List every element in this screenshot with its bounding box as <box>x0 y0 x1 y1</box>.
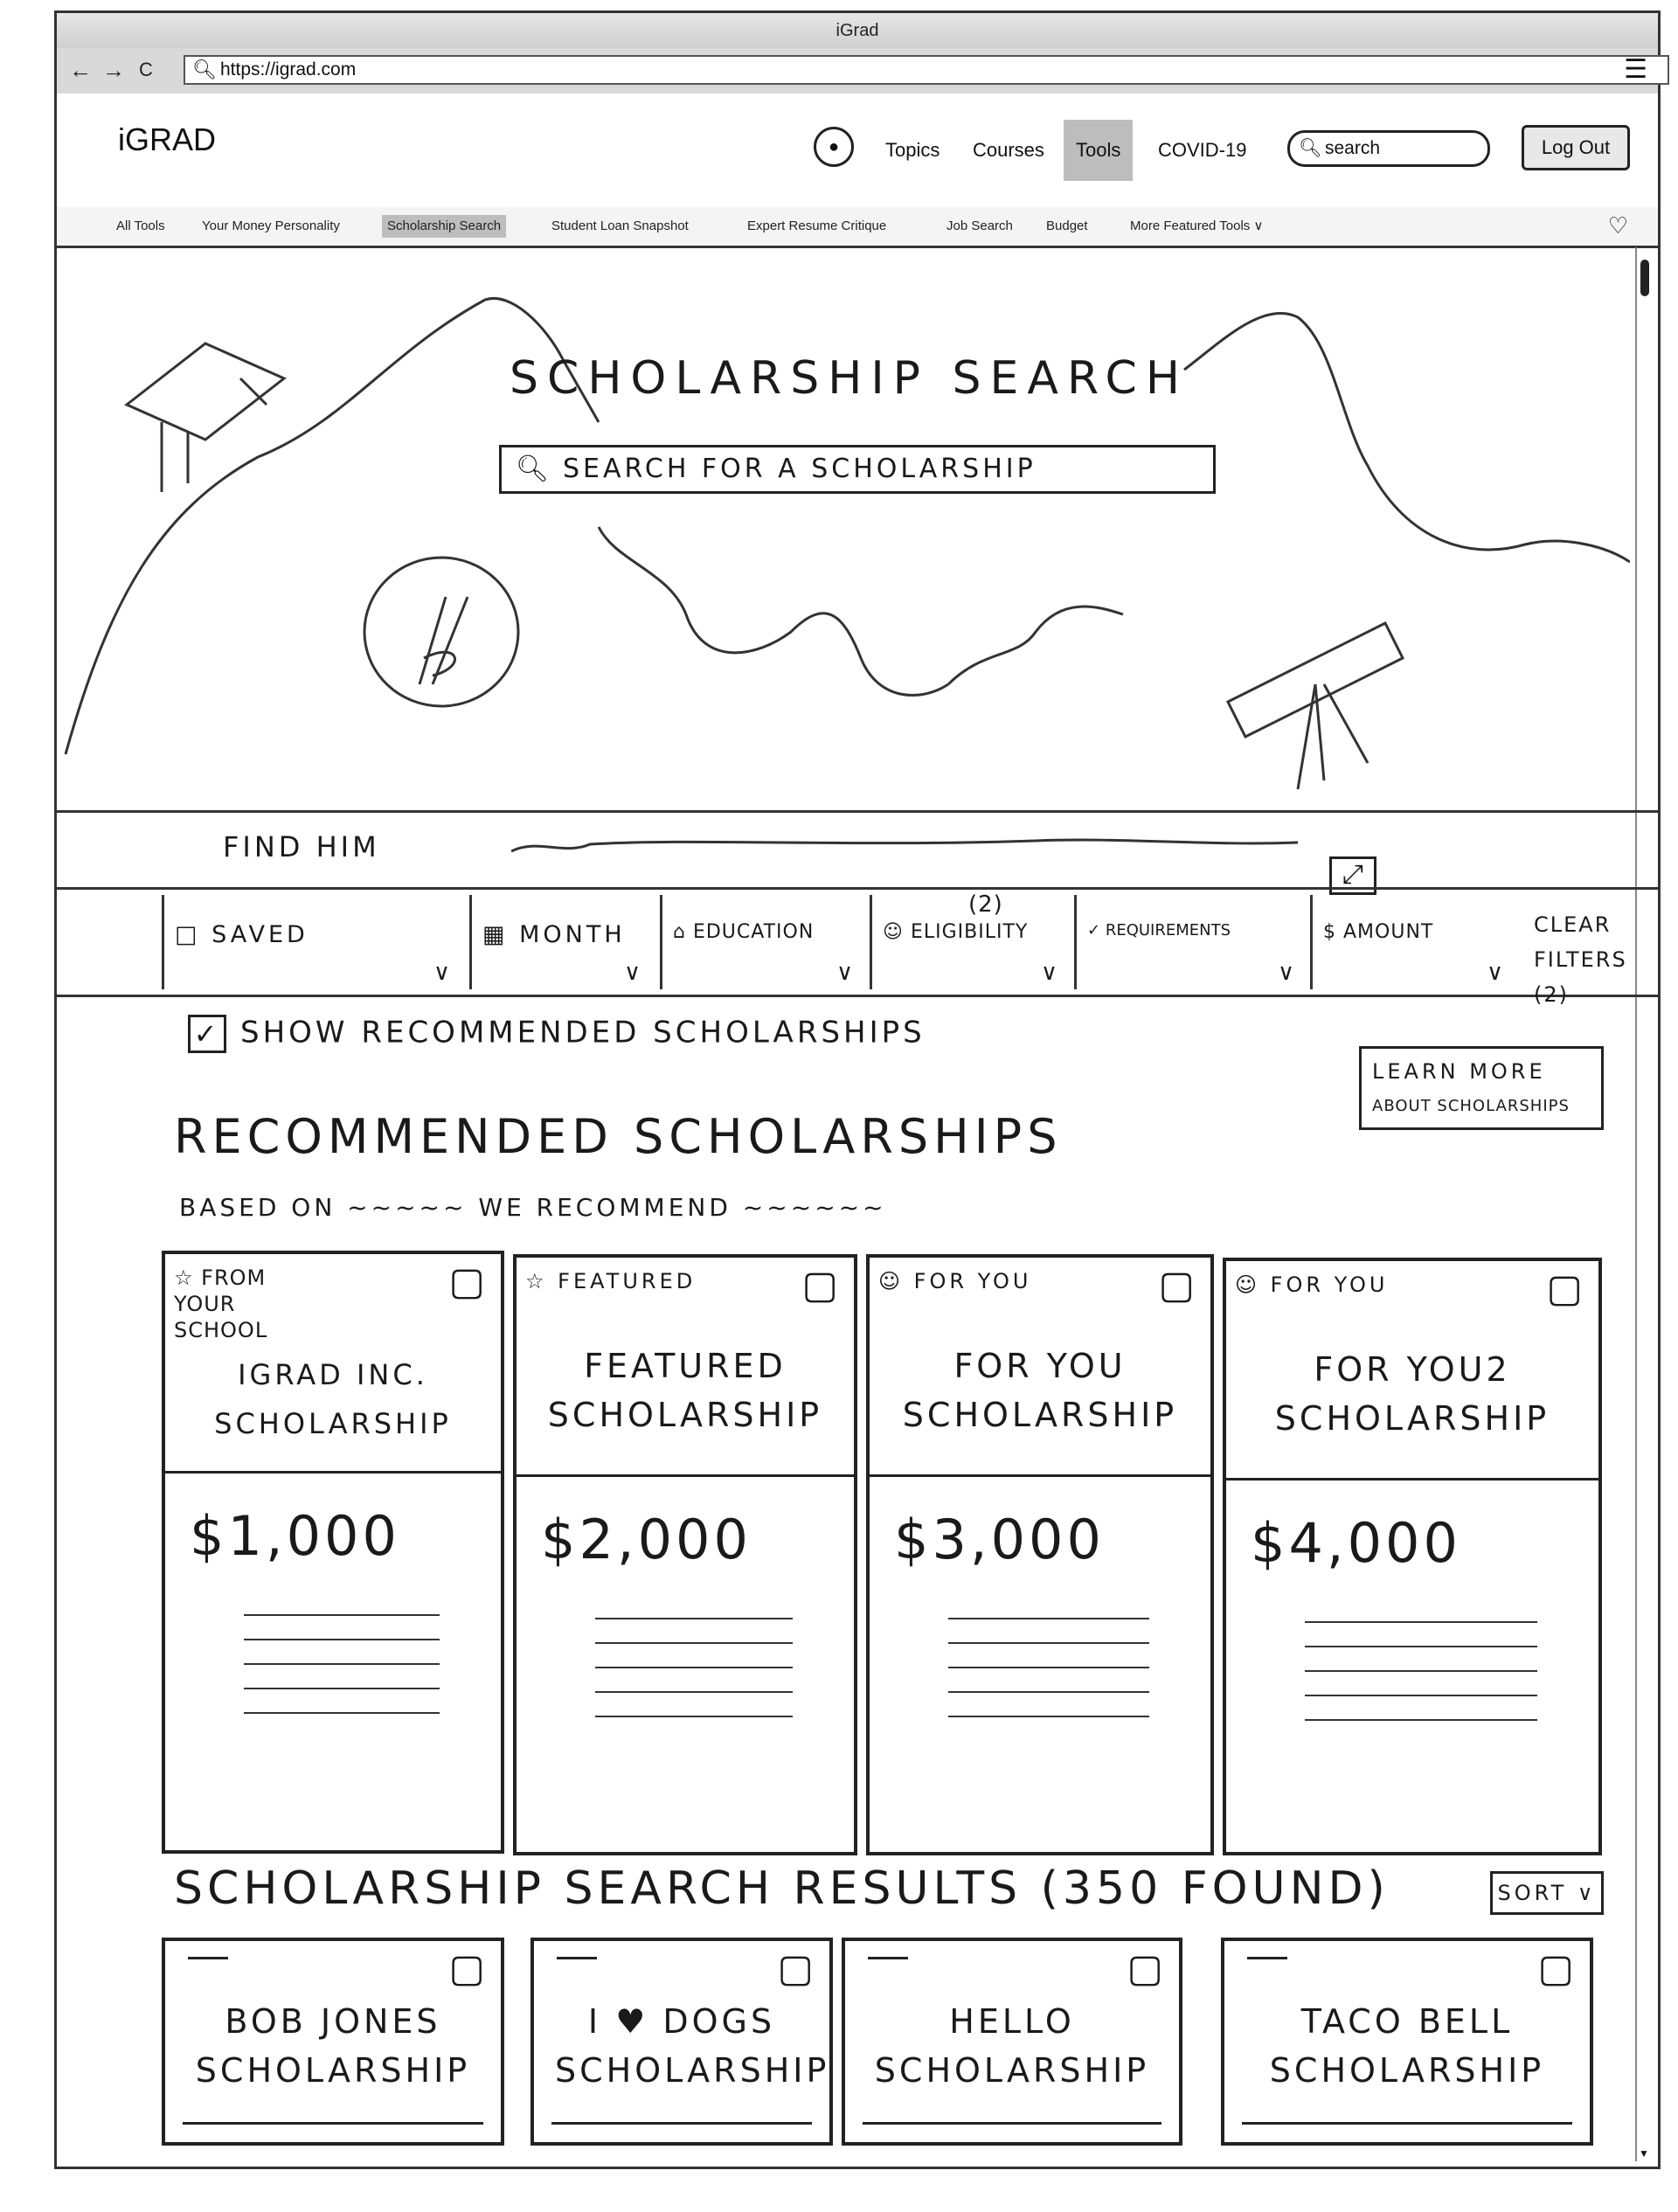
filter-eligibility[interactable] <box>870 891 1074 989</box>
card-description-lines <box>595 1618 793 1740</box>
card-name: IGRAD INC. SCHOLARSHIP <box>214 1358 452 1440</box>
results-title: SCHOLARSHIP SEARCH RESULTS (350 FOUND) <box>174 1862 1390 1915</box>
tools-subnav <box>57 207 1658 248</box>
bookmark-icon[interactable]: ▢ <box>448 1946 489 1991</box>
bookmark-icon[interactable]: ▢ <box>1537 1946 1577 1991</box>
result-card[interactable] <box>1221 1938 1593 2146</box>
result-card[interactable] <box>162 1938 504 2146</box>
chevron-down-icon: ∨ <box>1277 960 1294 986</box>
page-title: SCHOLARSHIP SEARCH <box>510 352 1189 405</box>
filter-eligibility-count: (2) <box>968 891 1003 918</box>
browser-window <box>54 10 1661 2169</box>
person-icon: ☺ <box>1235 1272 1261 1297</box>
check-circle-icon: ✓ <box>1087 921 1101 940</box>
learn-more-line-1: LEARN MORE <box>1372 1059 1546 1084</box>
chevron-down-icon: ∨ <box>623 960 644 986</box>
learn-more-button[interactable] <box>1359 1046 1604 1130</box>
filter-eligibility-label: ELIGIBILITY <box>910 921 1029 943</box>
result-card-name: HELLO SCHOLARSHIP <box>874 2002 1150 2090</box>
nav-topics[interactable]: Topics <box>885 139 940 161</box>
checkbox-checked[interactable]: ✓ <box>188 1015 226 1053</box>
subnav-money-personality[interactable]: Your Money Personality <box>202 218 340 233</box>
card-tag: ☆ FROM YOUR SCHOOL <box>174 1265 268 1342</box>
recommended-subtitle: BASED ON ~~~~~ WE RECOMMEND ~~~~~~ <box>179 1193 887 1222</box>
back-button[interactable]: ← <box>69 57 92 83</box>
filter-saved[interactable] <box>162 895 469 989</box>
url-field[interactable] <box>184 55 1669 85</box>
nav-tools[interactable]: Tools <box>1064 120 1133 181</box>
card-description-lines <box>1305 1621 1537 1744</box>
card-description-lines <box>948 1618 1149 1740</box>
coin-icon <box>364 558 518 706</box>
chevron-down-icon: ∨ <box>1486 960 1504 986</box>
filter-requirements-label: REQUIREMENTS <box>1105 921 1231 940</box>
result-card-name: TACO BELL SCHOLARSHIP <box>1269 2002 1545 2090</box>
scribble-line <box>511 834 1315 860</box>
school-icon: ⌂ <box>673 921 686 943</box>
person-icon: ☺ <box>883 921 904 943</box>
card-tag: ☺ FOR YOU <box>878 1269 1032 1293</box>
graduation-cap-icon <box>127 343 284 492</box>
nav-covid[interactable]: COVID-19 <box>1158 139 1247 161</box>
result-card-name: I ♥ DOGS SCHOLARSHIP <box>555 2002 830 2090</box>
subnav-job-search[interactable]: Job Search <box>946 218 1013 233</box>
card-tag: ☆ FEATURED <box>525 1269 697 1293</box>
subnav-all-tools[interactable]: All Tools <box>116 218 165 233</box>
telescope-icon <box>1228 623 1403 789</box>
heart-icon[interactable]: ♡ <box>1607 212 1628 239</box>
header-search-placeholder: search <box>1325 138 1381 158</box>
learn-more-line-2: ABOUT SCHOLARSHIPS <box>1372 1097 1570 1115</box>
chevron-down-icon: ∨ <box>1040 960 1058 986</box>
search-icon: 🔍︎ <box>516 454 553 484</box>
card-divider <box>517 1474 854 1477</box>
result-card[interactable] <box>530 1938 833 2146</box>
site-logo[interactable]: iGRAD <box>118 121 217 157</box>
find-bar <box>57 810 1658 890</box>
bookmark-icon[interactable]: ▢ <box>801 1263 842 1307</box>
filter-saved-label: SAVED <box>211 921 309 948</box>
chevron-down-icon: ∨ <box>836 960 854 986</box>
star-icon: ☆ <box>525 1269 548 1293</box>
result-card[interactable] <box>842 1938 1182 2146</box>
show-recommended-toggle[interactable] <box>188 1015 926 1053</box>
filter-education[interactable] <box>660 895 870 989</box>
card-name: FOR YOU2 SCHOLARSHIP <box>1274 1350 1550 1438</box>
scrollbar[interactable] <box>1635 247 1654 2161</box>
bookmark-icon[interactable]: ▢ <box>777 1946 817 1991</box>
scholarship-search-input[interactable] <box>499 445 1216 494</box>
forward-button[interactable]: → <box>102 57 125 83</box>
card-description-lines <box>244 1614 440 1737</box>
chevron-down-icon: ∨ <box>433 960 454 986</box>
address-bar <box>57 48 1658 95</box>
subnav-budget[interactable]: Budget <box>1046 218 1088 233</box>
card-amount: $1,000 <box>190 1504 400 1568</box>
card-divider <box>1226 1478 1598 1480</box>
expand-icon[interactable]: ⤢ <box>1329 856 1376 895</box>
nav-courses[interactable]: Courses <box>973 139 1044 161</box>
clear-filters-label-2: FILTERS (2) <box>1534 947 1627 1007</box>
bookmark-icon[interactable]: ▢ <box>1127 1946 1167 1991</box>
subnav-student-loan[interactable]: Student Loan Snapshot <box>551 218 689 233</box>
recommended-card[interactable] <box>162 1251 504 1854</box>
clear-filters-button[interactable] <box>1534 907 1658 1012</box>
filter-bar <box>57 887 1658 1007</box>
logout-button[interactable]: Log Out <box>1522 125 1630 170</box>
filter-education-label: EDUCATION <box>692 921 815 943</box>
card-tag: ☺ FOR YOU <box>1235 1272 1389 1297</box>
filter-requirements[interactable] <box>1074 895 1310 989</box>
card-divider <box>165 1471 501 1474</box>
result-card-name: BOB JONES SCHOLARSHIP <box>195 2002 471 2090</box>
clear-filters-label-1: CLEAR <box>1534 912 1612 937</box>
subnav-scholarship-search[interactable]: Scholarship Search <box>382 215 506 238</box>
recommended-card[interactable] <box>1223 1258 1602 1855</box>
card-amount: $3,000 <box>894 1508 1105 1571</box>
bookmark-icon[interactable]: ▢ <box>448 1259 489 1304</box>
recommended-title: RECOMMENDED SCHOLARSHIPS <box>174 1109 1063 1164</box>
hamburger-icon[interactable]: ☰ <box>1624 55 1647 84</box>
sort-dropdown[interactable]: SORT ∨ <box>1490 1871 1604 1915</box>
user-icon: ● <box>828 137 840 156</box>
avatar[interactable] <box>814 127 854 167</box>
scroll-down-icon[interactable]: ▼ <box>1639 2147 1649 2160</box>
person-icon: ☺ <box>878 1269 905 1293</box>
search-icon: 🔍︎ <box>1299 138 1322 158</box>
filter-month-label: MONTH <box>519 921 626 948</box>
bookmark-icon: □ <box>175 921 201 948</box>
find-label: FIND HIM <box>223 830 380 863</box>
hero-sketch <box>57 247 1630 807</box>
reload-button[interactable]: C <box>139 59 153 80</box>
card-amount: $4,000 <box>1251 1511 1461 1575</box>
recommended-card[interactable] <box>513 1254 857 1855</box>
site-header <box>57 94 1658 210</box>
bookmark-icon[interactable]: ▢ <box>1158 1263 1198 1307</box>
card-amount: $2,000 <box>541 1508 752 1571</box>
window-title: iGrad <box>57 13 1658 50</box>
card-name: FEATURED SCHOLARSHIP <box>547 1347 823 1434</box>
star-icon: ☆ <box>174 1265 194 1290</box>
filter-amount[interactable] <box>1310 895 1520 989</box>
subnav-more-tools[interactable]: More Featured Tools ∨ <box>1130 218 1264 233</box>
card-name: FOR YOU SCHOLARSHIP <box>902 1347 1178 1434</box>
header-search-input[interactable] <box>1287 130 1490 167</box>
subnav-resume-critique[interactable]: Expert Resume Critique <box>747 218 887 233</box>
filter-amount-label: AMOUNT <box>1343 921 1434 943</box>
card-divider <box>870 1474 1210 1477</box>
url-text: https://igrad.com <box>220 59 357 80</box>
calendar-icon: ▦ <box>482 921 509 948</box>
bookmark-icon[interactable]: ▢ <box>1546 1266 1586 1311</box>
show-recommended-label: SHOW RECOMMENDED SCHOLARSHIPS <box>240 1015 926 1051</box>
filter-month[interactable] <box>469 895 660 989</box>
scholarship-search-placeholder: SEARCH FOR A SCHOLARSHIP <box>563 454 1037 484</box>
dollar-icon: $ <box>1323 921 1336 943</box>
search-icon: 🔍︎ <box>192 59 217 80</box>
scrollbar-thumb[interactable] <box>1640 260 1649 296</box>
recommended-card[interactable] <box>866 1254 1214 1855</box>
